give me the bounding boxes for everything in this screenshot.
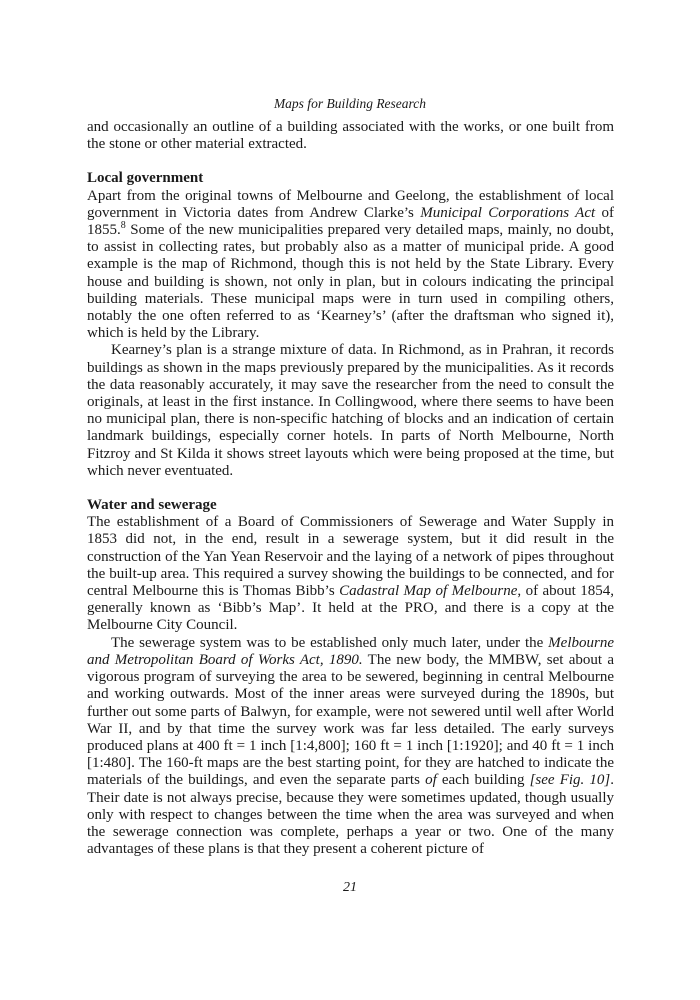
figure-reference: [see Fig. 10] (529, 772, 611, 789)
text-run: The establishment of a Board of Commissioners of Sewerage and Water Supply in 1853 did not, in the end, result in a sewerage system, but it did result in the construction of the Yan Yean Reservoir and the laying of a network of pipes throughout the built-up area. This required a survey showing the buildings to be connected, and for central Melbourne this is Thomas Bibb’s (87, 514, 614, 600)
section-gap (87, 153, 614, 170)
text-run: each building (436, 772, 530, 789)
water-sewerage-paragraph-2 (87, 635, 614, 859)
italic-map-title: Cadastral Map of Melbourne (339, 583, 518, 600)
italic-act-title: Municipal Corporations Act (420, 204, 596, 221)
page-body (87, 119, 614, 858)
section-gap (87, 480, 614, 497)
running-head: Maps for Building Research (273, 96, 427, 111)
intro-paragraph: and occasionally an outline of a building associated with the works, or one built from the stone or other material extracted. (87, 119, 614, 153)
page-number: 21 (343, 880, 357, 895)
italic-act-title: Melbourne and Metropolitan Board of Works Act, 1890. (87, 634, 614, 668)
footnote-marker: 8 (120, 220, 126, 232)
water-sewerage-paragraph-1 (87, 514, 614, 634)
text-run: of 1855. (87, 204, 615, 239)
italic-emphasis: of (425, 772, 437, 789)
text-run: , of about 1854, generally known as ‘Bibb’s Map’. It held at the PRO, and there is a copy at the Melbourne City Council. (87, 583, 614, 634)
heading-local-government: Local government (87, 170, 204, 187)
local-government-paragraph-2: Kearney’s plan is a strange mixture of data. In Richmond, as in Prahran, it records buildings as shown in the maps previously prepared by the municipalities. As it records the data reasonably accurately, it may save the researcher from the need to consult the originals, at least in the first instance. In Collingwood, where there seems to have been no municipal plan, there is non-specific hatching of blocks and an indication of certain landmark buildings, especially corner hotels. In parts of North Melbourne, North Fitzroy and St Kilda it shows street layouts which were being proposed at the time, but which never eventuated. (87, 342, 614, 479)
text-run: The new body, the MMBW, set about a vigorous program of surveying the area to be sewered, beginning in central Melbourne and working outwards. Most of the inner areas were surveyed during the 1890s, but further out some parts of Balwyn, for example, were not sewered until well after World War II, and by that time the survey work was far less detailed. The early surveys produced plans at 400 ft = 1 inch [1:4,800]; 160 ft = 1 inch [1:1920]; and 40 ft = 1 inch [1:480]. The 160-ft maps are the best starting point, for they are hatched to indicate the materials of the buildings, and even the separate parts (87, 651, 615, 789)
text-run: The sewerage system was to be established only much later, under the (111, 634, 549, 651)
text-run: . Their date is not always precise, because they were sometimes updated, though usually only with respect to changes between the time when the area was surveyed and when the sewerage connection was complete, perhaps a year or two. One of the many advantages of these plans is that they present a coherent picture of (87, 772, 614, 858)
local-government-paragraph-1 (87, 188, 614, 343)
heading-water-sewerage: Water and sewerage (87, 497, 217, 514)
text-run: Apart from the original towns of Melbourne and Geelong, the establishment of local government in Victoria dates from Andrew Clarke’s (87, 187, 614, 221)
text-run: Some of the new municipalities prepared very detailed maps, mainly, no doubt, to assist in collecting rates, but probably also as a matter of municipal pride. A good example is the map of Richmond, though this is not held by the State Library. Every house and building is shown, not only in plan, but in colours indicating the principal building materials. These municipal maps were in turn used in compiling others, notably the one often referred to as ‘Kearney’s’ (after the draftsman who signed it), which is held by the Library. (87, 222, 614, 342)
